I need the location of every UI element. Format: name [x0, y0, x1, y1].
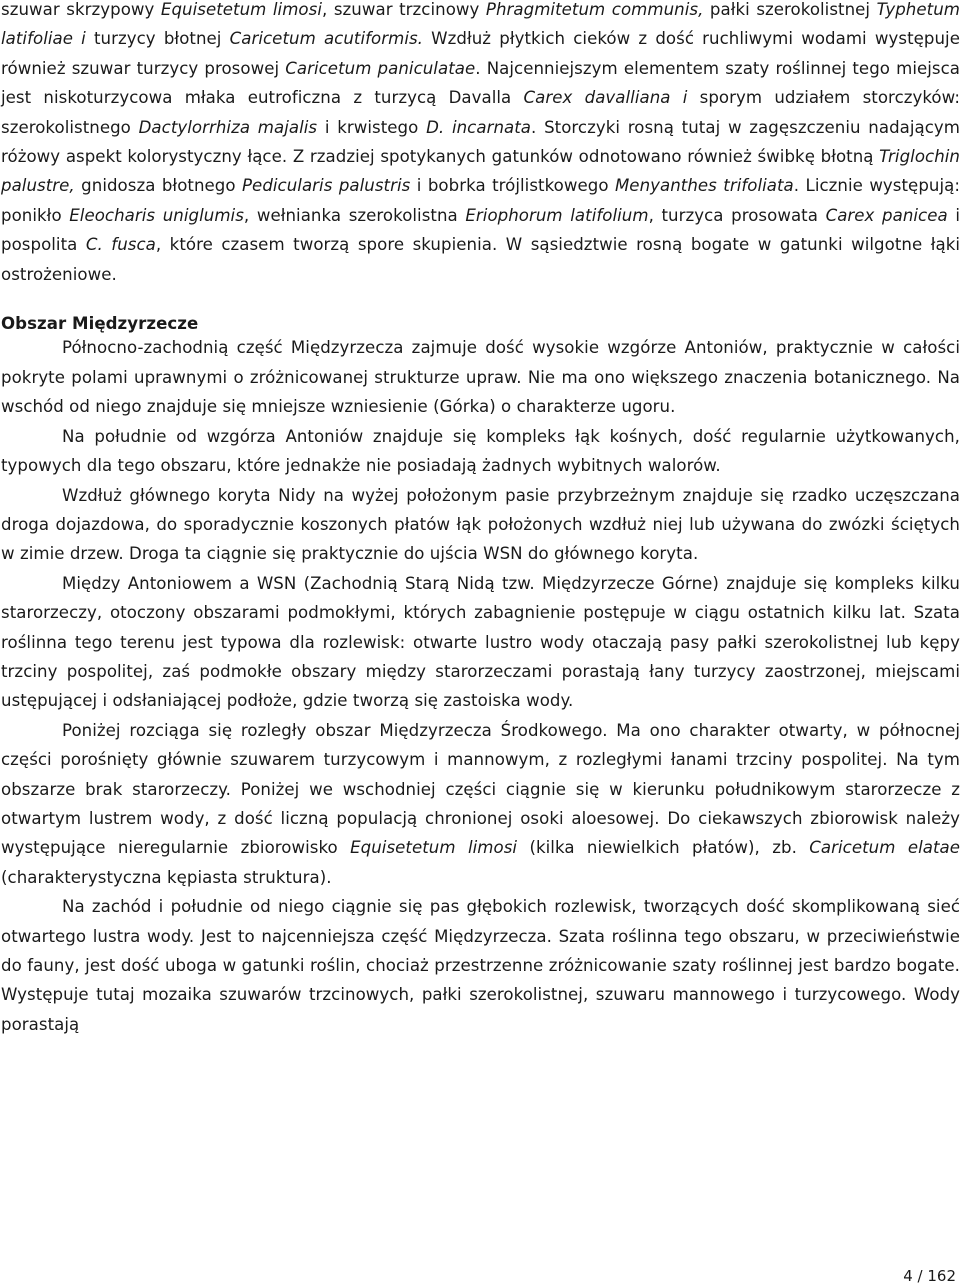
section-heading: Obszar Międzyrzecze	[1, 314, 199, 334]
latin-name: Caricetum paniculatae	[285, 58, 476, 78]
text-run: (kilka niewielkich płatów), zb.	[517, 838, 810, 858]
text-run: Wzdłuż głównego koryta Nidy na wyżej położonym pasie przybrzeżnym znajduje się rzadko uczęszczana droga dojazdowa, do sporadycznie koszonych płatów łąk położonych wzdłuż niej lub używana do zwózki ściętych w zimie drzew. Droga ta ciągnie się praktycznie do ujścia WSN do głównego koryta.	[1, 485, 960, 564]
text-run: turzycy błotnej	[85, 29, 230, 49]
latin-name: Menyanthes trifoliata	[614, 176, 794, 196]
latin-name: Pedicularis palustris	[242, 176, 411, 196]
text-run: . Najcenniejszym elementem szaty roślinnej tego miejsca jest niskoturzycowa młaka eutroficzna z turzycą Davalla	[1, 58, 960, 108]
text-run: i krwistego	[317, 117, 427, 137]
document-body	[1, 0, 960, 1039]
latin-name: Carex panicea	[825, 205, 948, 225]
text-run: i pospolita	[1, 205, 960, 255]
text-run: , które czasem tworzą spore skupienia. W sąsiedztwie rosną bogate w gatunki wilgotne łąki ostrożeniowe.	[1, 235, 960, 284]
text-run: . Storczyki rosną tutaj w zagęszczeniu nadającym różowy aspekt kolorystyczny łące. Z rzadziej spotykanych gatunków odnotowano również świbkę błotną	[1, 117, 960, 167]
text-run: , szuwar trzcinowy	[322, 0, 486, 19]
paragraph	[1, 716, 960, 892]
latin-name: C. fusca	[85, 235, 156, 255]
paragraph	[1, 422, 960, 481]
latin-name: Caricetum acutiformis.	[229, 29, 423, 49]
page-number: 4 / 162	[903, 1267, 956, 1285]
text-run: . Licznie występują: ponikło	[1, 176, 960, 225]
latin-name: Equisetetum limosi	[160, 0, 322, 19]
text-run: (charakterystyczna kępiasta struktura).	[1, 867, 332, 887]
text-run: Północno-zachodnią część Międzyrzecza zajmuje dość wysokie wzgórze Antoniów, praktycznie w całości pokryte polami uprawnymi o zróżnicowanej strukturze upraw. Nie ma ono większego znaczenia botanicznego. Na wschód od niego znajduje się mniejsze wzniesienie (Górka) o charakterze ugoru.	[1, 338, 960, 417]
latin-name: D. incarnata	[426, 117, 532, 137]
paragraph	[1, 569, 960, 716]
text-run: i bobrka trójlistkowego	[410, 176, 615, 196]
text-run: szuwar skrzypowy	[1, 0, 161, 19]
text-run: Wzdłuż płytkich cieków z dość ruchliwymi wodami występuje również szuwar turzycy prosowej	[1, 29, 960, 78]
latin-name: Triglochin palustre,	[1, 147, 960, 196]
text-run: pałki szerokolistnej	[703, 0, 877, 19]
latin-name: Phragmitetum communis,	[485, 0, 704, 19]
text-run: , wełnianka szerokolistna	[243, 205, 466, 225]
text-run: , turzyca prosowata	[648, 205, 826, 225]
text-run: sporym udziałem storczyków: szerokolistnego	[1, 88, 960, 137]
text-run: Między Antoniowem a WSN (Zachodnią Starą Nidą tzw. Międzyrzecze Górne) znajduje się kompleks kilku starorzeczy, otoczony obszarami podmokłymi, których zabagnienie postępuje w ciągu ostatnich kilku lat. Szata roślinna tego terenu jest typowa dla rozlewisk: otwarte lustro wody otaczają pasy pałki szerokolistnej lub kępy trzciny pospolitej, zaś podmokłe obszary między starorzeczami porastają łany turzycy zaostrzonej, miejscami ustępującej i odsłaniającej podłoże, gdzie tworzą się zastoiska wody.	[1, 573, 960, 711]
latin-name: Equisetetum limosi	[350, 838, 518, 858]
text-run: Na zachód i południe od niego ciągnie się pas głębokich rozlewisk, tworzących dość skomplikowaną sieć otwartego lustra wody. Jest to najcenniejsza część Międzyrzecza. Szata roślinna tego obszaru, w przeciwieństwie do fauny, jest dość uboga w gatunki roślin, chociaż przestrzenne zróżnicowanie szaty roślinnej jest bardzo bogate. Występuje tutaj mozaika szuwarów trzcinowych, pałki szerokolistnej, szuwaru mannowego i turzycowego. Wody porastają	[1, 897, 960, 1034]
paragraph	[1, 481, 960, 569]
latin-name: Carex davalliana i	[523, 88, 688, 108]
latin-name: Typhetum latifoliae i	[1, 0, 960, 49]
latin-name: Dactylorrhiza majalis	[138, 117, 318, 137]
paragraph	[1, 333, 960, 421]
text-run: Na południe od wzgórza Antoniów znajduje się kompleks łąk kośnych, dość regularnie użytkowanych, typowych dla tego obszaru, które jednakże nie posiadają żadnych wybitnych walorów.	[1, 426, 960, 476]
latin-name: Eleocharis uniglumis	[69, 205, 244, 225]
latin-name: Caricetum elatae	[809, 838, 960, 858]
latin-name: Eriophorum latifolium	[465, 205, 649, 225]
paragraph-top	[1, 0, 960, 289]
paragraph	[1, 892, 960, 1039]
text-run: Poniżej rozciąga się rozległy obszar Międzyrzecza Środkowego. Ma ono charakter otwarty, w północnej części porośnięty głównie szuwarem turzycowym i mannowym, z rozległymi łanami trzciny pospolitej. Na tym obszarze brak starorzeczy. Poniżej we wschodniej części ciągnie się w kierunku południkowym starorzecze z otwartym lustrem wody, z dość liczną populacją chronionej osoki aloesowej. Do ciekawszych zbiorowisk należy występujące nieregularnie zbiorowisko	[1, 720, 960, 858]
text-run: gnidosza błotnego	[74, 176, 242, 196]
